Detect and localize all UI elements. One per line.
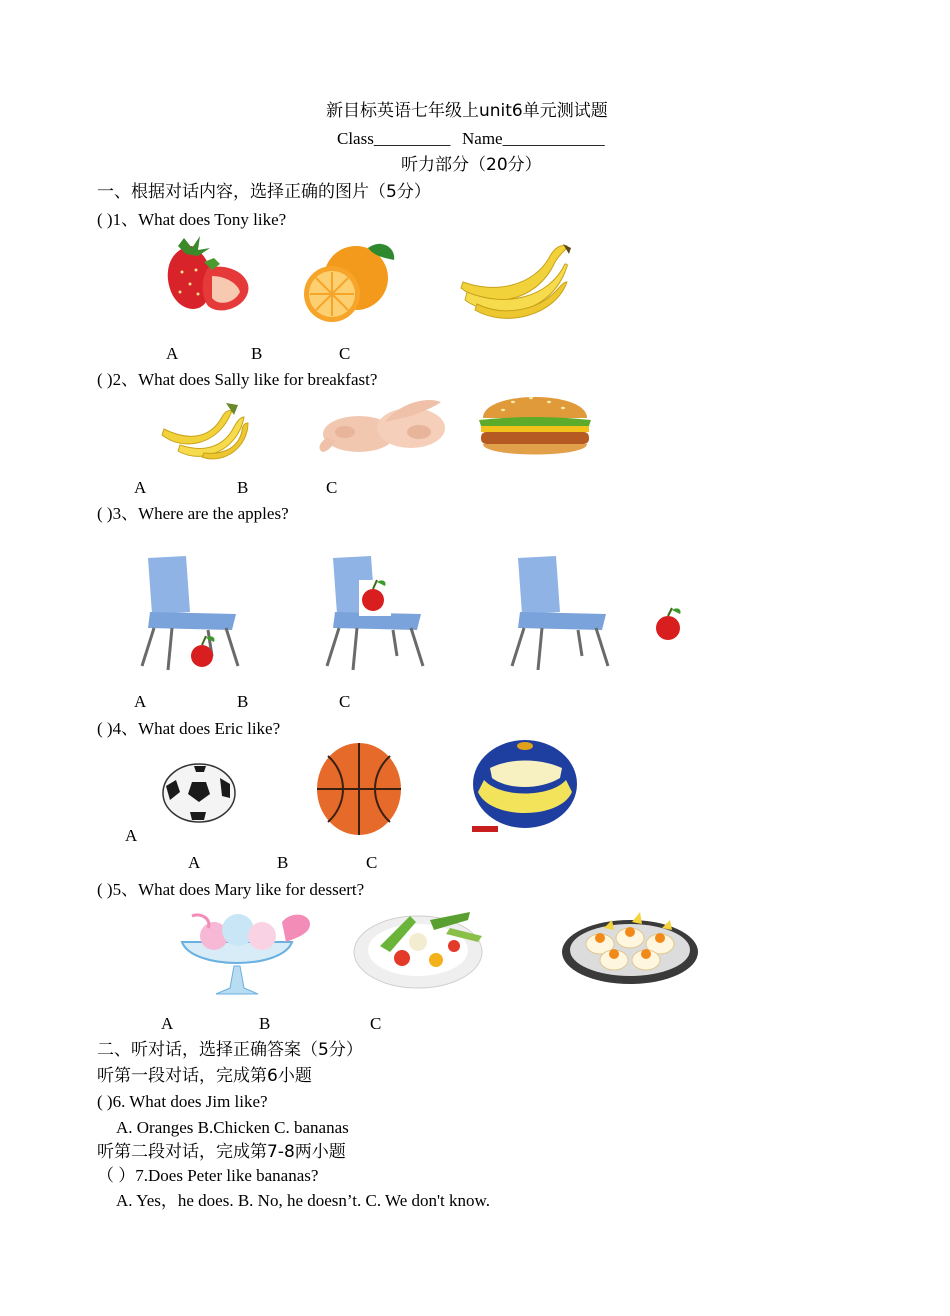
q4-option-a: A — [188, 853, 201, 872]
question-6-options: A. Oranges B.Chicken C. bananas — [116, 1118, 349, 1137]
q1-option-c: C — [339, 344, 351, 363]
q2-option-b: B — [237, 478, 249, 497]
apple-icon — [652, 606, 686, 642]
part-title: 听力部分（20分） — [401, 155, 542, 175]
name-field-label: Name____________ — [462, 129, 605, 148]
hamburger-icon — [473, 384, 597, 462]
question-4-prompt: ( )4、What does Eric like? — [97, 719, 281, 738]
question-1-prompt: ( )1、What does Tony like? — [97, 210, 287, 229]
q3-option-b: B — [237, 692, 249, 711]
question-3-prompt: ( )3、Where are the apples? — [97, 504, 289, 523]
class-field-label: Class_________ — [337, 129, 451, 148]
q3-option-c: C — [339, 692, 351, 711]
chair-apple-on-icon — [313, 552, 443, 676]
ice-cream-icon — [172, 908, 322, 1000]
orange-icon — [298, 238, 402, 328]
q1-option-a: A — [166, 344, 179, 363]
q2-option-c: C — [326, 478, 338, 497]
chair-apple-under-icon — [128, 552, 258, 676]
q4-option-b: B — [277, 853, 289, 872]
chicken-icon — [315, 392, 451, 460]
banana-icon — [158, 395, 254, 467]
page-title: 新目标英语七年级上unit6单元测试题 — [326, 101, 608, 121]
question-7-options: A. Yes，he does. B. No, he doesn’t. C. We don't know. — [116, 1191, 490, 1210]
question-5-prompt: ( )5、What does Mary like for dessert? — [97, 880, 365, 899]
soccer-ball-icon — [160, 762, 238, 824]
dialog2-instruction: 听第二段对话，完成第7-8两小题 — [97, 1142, 346, 1162]
chair-apple-beside-icon — [498, 552, 628, 676]
strawberry-icon — [158, 232, 254, 318]
question-6-prompt: ( )6. What does Jim like? — [97, 1092, 268, 1111]
question-2-prompt: ( )2、What does Sally like for breakfast? — [97, 370, 378, 389]
dialog1-instruction: 听第一段对话，完成第6小题 — [97, 1066, 312, 1086]
q5-option-c: C — [370, 1014, 382, 1033]
volleyball-icon — [470, 738, 582, 838]
question-7-prompt: （ ）7.Does Peter like bananas? — [97, 1166, 319, 1185]
q1-option-b: B — [251, 344, 263, 363]
q5-option-a: A — [161, 1014, 174, 1033]
section2-heading: 二、听对话，选择正确答案（5分） — [97, 1040, 363, 1060]
salad-icon — [350, 906, 492, 990]
basketball-icon — [314, 740, 404, 838]
q4-option-c: C — [366, 853, 378, 872]
q2-option-a: A — [134, 478, 147, 497]
section1-heading: 一、根据对话内容，选择正确的图片（5分） — [97, 182, 431, 202]
dessert-plate-icon — [560, 900, 700, 986]
q4-stray-label: A — [125, 826, 138, 845]
q5-option-b: B — [259, 1014, 271, 1033]
banana-icon — [455, 242, 573, 326]
q3-option-a: A — [134, 692, 147, 711]
